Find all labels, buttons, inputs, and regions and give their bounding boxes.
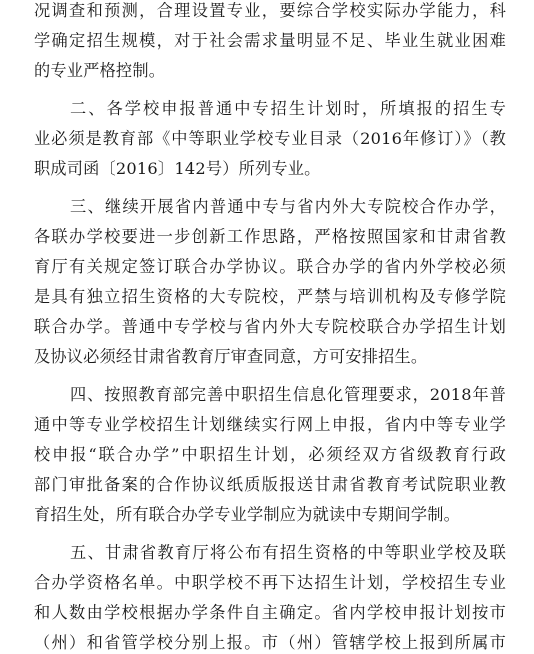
text-line: 学确定招生规模，对于社会需求量明显不足、毕业生就业困难 (34, 31, 506, 50)
text-line: 及协议必须经甘肃省教育厅审查同意，方可安排招生。 (34, 347, 428, 366)
text-line: 况调查和预测，合理设置专业，要综合学校实际办学能力，科 (34, 1, 506, 20)
text-line: 是具有独立招生资格的大专院校，严禁与培训机构及专修学院 (34, 287, 506, 306)
text-line: 业必须是教育部《中等职业学校专业目录（2016年修订）》（教 (34, 129, 506, 148)
text-line: 三、继续开展省内普通中专与省内外大专院校合作办学， (70, 197, 506, 216)
text-line: 联合办学。普通中专学校与省内外大专院校联合办学招生计划 (34, 317, 506, 336)
text-line: 通中等专业学校招生计划继续实行网上申报，省内中等专业学 (34, 415, 506, 434)
text-line: 五、甘肃省教育厅将公布有招生资格的中等职业学校及联 (70, 543, 506, 562)
text-line: （州）和省管学校分别上报。市（州）管辖学校上报到所属市 (34, 633, 506, 652)
text-line: 校申报“联合办学”中职招生计划，必须经双方省级教育行政 (34, 445, 506, 464)
text-line: 合办学资格名单。中职学校不再下达招生计划，学校招生专业 (34, 573, 506, 592)
text-line: 和人数由学校根据办学条件自主确定。省内学校申报计划按市 (34, 603, 506, 622)
text-line: 各联办学校要进一步创新工作思路，严格按照国家和甘肃省教 (34, 227, 506, 246)
text-line: 育招生处，所有联合办学专业学制应为就读中专期间学制。 (34, 505, 461, 524)
text-line: 部门审批备案的合作协议纸质版报送甘肃省教育考试院职业教 (34, 475, 506, 494)
text-line: 育厅有关规定签订联合办学协议。联合办学的省内外学校必须 (34, 257, 506, 276)
text-line: 职成司函〔2016〕142号）所列专业。 (34, 159, 321, 178)
text-line: 的专业严格控制。 (34, 61, 166, 80)
text-line: 四、按照教育部完善中职招生信息化管理要求，2018年普 (70, 385, 506, 404)
text-line: 二、各学校申报普通中专招生计划时，所填报的招生专 (70, 99, 506, 118)
